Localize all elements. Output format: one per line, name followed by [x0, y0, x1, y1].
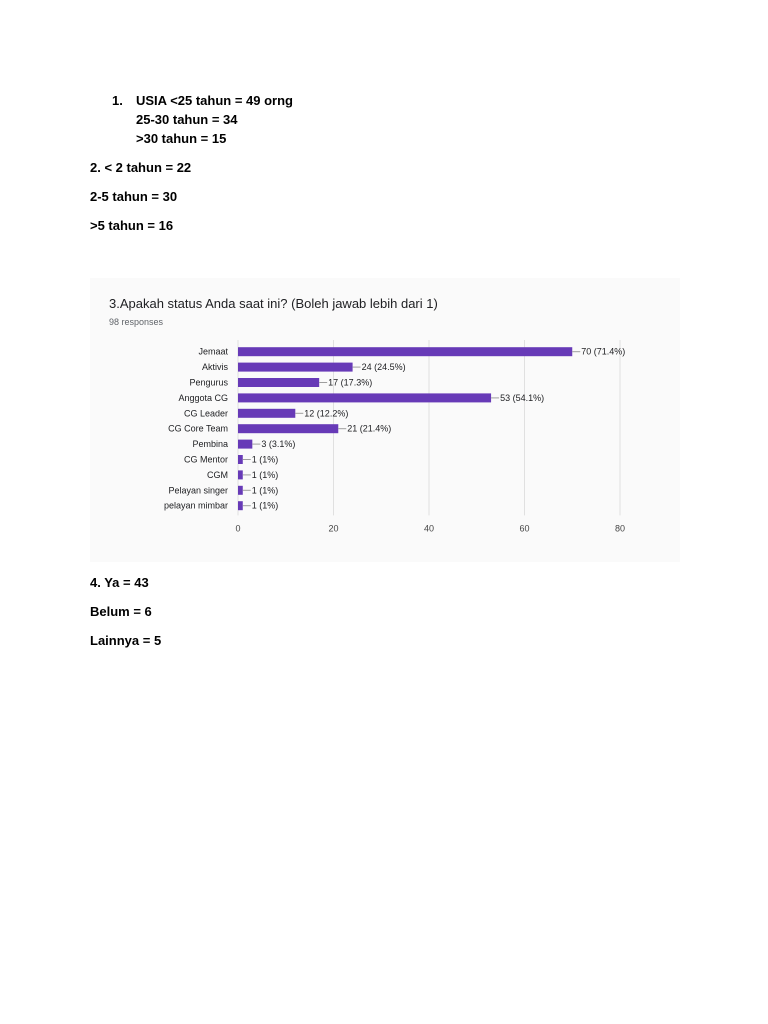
data-label: 21 (21.4%) — [347, 423, 392, 434]
answer-line-2: Belum = 6 — [90, 604, 152, 619]
duration-line-1: 2. < 2 tahun = 22 — [90, 160, 192, 175]
category-label: CG Core Team — [168, 423, 228, 434]
category-label: Aktivis — [201, 362, 228, 373]
x-tick-label: 80 — [614, 523, 626, 534]
category-label: pelayan mimbar — [163, 500, 228, 511]
bar — [238, 378, 319, 387]
bar — [238, 470, 243, 479]
age-line-1: USIA <25 tahun = 49 orng — [136, 93, 294, 108]
data-label: 12 (12.2%) — [304, 408, 349, 419]
data-label: 1 (1%) — [251, 485, 279, 496]
data-label: 17 (17.3%) — [328, 377, 373, 388]
category-label: CG Mentor — [183, 454, 228, 465]
x-tick-label: 40 — [423, 523, 435, 534]
category-label: CGM — [207, 469, 228, 480]
bar — [238, 363, 353, 372]
bar — [238, 486, 243, 495]
chart-subtitle: 98 responses — [109, 317, 164, 327]
category-label: CG Leader — [183, 408, 228, 419]
age-line-2: 25-30 tahun = 34 — [136, 112, 238, 127]
category-label: Jemaat — [198, 346, 228, 357]
answer-line-3: Lainnya = 5 — [90, 633, 162, 648]
bar — [238, 501, 243, 510]
bar — [238, 409, 295, 418]
duration-line-2: 2-5 tahun = 30 — [90, 189, 178, 204]
status-chart — [90, 278, 680, 562]
list-number: 1. — [112, 93, 123, 108]
data-label: 1 (1%) — [251, 454, 279, 465]
data-label: 1 (1%) — [251, 500, 279, 511]
bar — [238, 347, 572, 356]
x-tick-label: 20 — [328, 523, 339, 534]
category-label: Pembina — [192, 439, 228, 450]
age-line-3: >30 tahun = 15 — [136, 131, 227, 146]
bar — [238, 393, 491, 402]
chart-title: 3.Apakah status Anda saat ini? (Boleh jawab lebih dari 1) — [109, 296, 438, 311]
x-tick-label: 0 — [235, 523, 241, 534]
bar — [238, 424, 338, 433]
x-tick-label: 60 — [519, 523, 530, 534]
answer-line-1: 4. Ya = 43 — [90, 575, 149, 590]
data-label: 53 (54.1%) — [500, 392, 545, 403]
data-label: 70 (71.4%) — [581, 346, 626, 357]
duration-line-3: >5 tahun = 16 — [90, 218, 174, 233]
bar — [238, 440, 252, 449]
bar-chart-svg — [90, 278, 680, 562]
data-label: 24 (24.5%) — [361, 362, 406, 373]
category-label: Anggota CG — [178, 392, 228, 403]
bar — [238, 455, 243, 464]
data-label: 3 (3.1%) — [261, 439, 296, 450]
category-label: Pelayan singer — [168, 485, 228, 496]
category-label: Pengurus — [189, 377, 228, 388]
data-label: 1 (1%) — [251, 469, 279, 480]
